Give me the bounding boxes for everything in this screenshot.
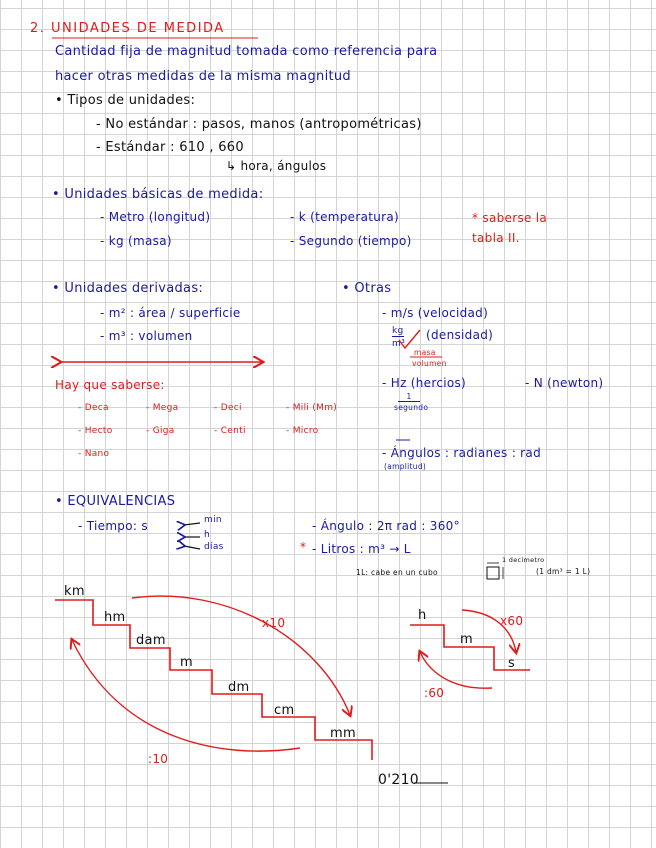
time-step-m: m bbox=[460, 632, 473, 647]
equivalencias-litros: - Litros : m³ → L bbox=[312, 542, 411, 556]
equivalencias-heading: • EQUIVALENCIAS bbox=[55, 494, 176, 509]
metric-staircase bbox=[55, 600, 372, 760]
mult-arrow bbox=[132, 596, 350, 715]
prefijo-deci: - Deci bbox=[214, 403, 242, 413]
tiempo-dias: días bbox=[204, 542, 224, 552]
intro-line-2: hacer otras medidas de la misma magnitud bbox=[55, 69, 351, 84]
time-step-h: h bbox=[418, 608, 427, 623]
prefijo-deca: - Deca bbox=[78, 403, 109, 413]
staircase-mult: x10 bbox=[262, 616, 286, 630]
otras-velocidad: - m/s (velocidad) bbox=[382, 306, 489, 320]
prefijo-nano: - Nano bbox=[78, 449, 110, 459]
tipos-estandar: - Estándar : 610 , 660 bbox=[96, 140, 244, 155]
derivadas-volumen: - m³ : volumen bbox=[100, 329, 193, 343]
prefijo-giga: - Giga bbox=[146, 426, 175, 436]
basicas-heading: • Unidades básicas de medida: bbox=[52, 187, 264, 202]
time-mult: x60 bbox=[500, 614, 524, 628]
tipos-no-estandar: - No estándar : pasos, manos (antropométricas) bbox=[96, 117, 422, 132]
step-hm: hm bbox=[104, 610, 126, 625]
otras-masa: masa bbox=[414, 348, 436, 357]
cube-icon bbox=[487, 567, 499, 579]
basicas-kelvin: - k (temperatura) bbox=[290, 210, 400, 224]
staircase-div: :10 bbox=[148, 752, 169, 766]
equivalencias-tiempo: - Tiempo: s bbox=[78, 519, 148, 533]
otras-hz-num: 1 bbox=[398, 392, 420, 402]
time-step-s: s bbox=[508, 656, 516, 671]
tipos-estandar-note: ↳ hora, ángulos bbox=[226, 159, 327, 173]
prefijo-hecto: - Hecto bbox=[78, 426, 113, 436]
derivadas-heading: • Unidades derivadas: bbox=[52, 281, 204, 296]
prefijo-mega: - Mega bbox=[146, 403, 179, 413]
time-arrow-dias bbox=[184, 546, 200, 549]
tipos-heading: • Tipos de unidades: bbox=[55, 93, 196, 108]
step-cm: cm bbox=[274, 703, 295, 718]
equivalencias-angulo: - Ángulo : 2π rad : 360° bbox=[312, 519, 460, 533]
basicas-kg: - kg (masa) bbox=[100, 234, 172, 248]
intro-line-1: Cantidad fija de magnitud tomada como referencia para bbox=[55, 44, 438, 59]
derivadas-area: - m² : área / superficie bbox=[100, 306, 241, 320]
otras-heading: • Otras bbox=[342, 281, 392, 296]
otras-densidad-num: kg bbox=[392, 326, 404, 336]
otras-densidad-den: m³ bbox=[392, 339, 405, 349]
prefijo-centi: - Centi bbox=[214, 426, 246, 436]
step-dam: dam bbox=[136, 633, 166, 648]
otras-newton: - N (newton) bbox=[525, 376, 604, 390]
cubo-note: 1 decímetro bbox=[502, 556, 545, 564]
basicas-segundo: - Segundo (tiempo) bbox=[290, 234, 412, 248]
staircase-result: 0'210 bbox=[378, 772, 419, 788]
prefijo-mili: - Mili (Mm) bbox=[286, 403, 338, 413]
otras-hz: - Hz (hercios) bbox=[382, 376, 467, 390]
litros-note: 1L: cabe en un cubo bbox=[356, 568, 438, 577]
basicas-metro: - Metro (longitud) bbox=[100, 210, 211, 224]
tiempo-min: min bbox=[204, 515, 222, 525]
step-km: km bbox=[64, 584, 85, 599]
basicas-note: * saberse la tabla II. bbox=[472, 211, 548, 245]
time-div: :60 bbox=[424, 686, 445, 700]
prefijo-micro: - Micro bbox=[286, 426, 319, 436]
tiempo-h: h bbox=[204, 530, 211, 540]
litros-asterisk: * bbox=[300, 540, 307, 554]
otras-angulos: - Ángulos : radianes : rad bbox=[382, 446, 541, 460]
page-title: 2. UNIDADES DE MEDIDA bbox=[30, 21, 225, 36]
time-div-arrow bbox=[420, 652, 492, 688]
prefijos-heading: Hay que saberse: bbox=[55, 378, 165, 392]
otras-hz-den: segundo bbox=[394, 403, 429, 412]
cubo-eq: (1 dm³ = 1 L) bbox=[536, 567, 591, 576]
step-mm: mm bbox=[330, 726, 356, 741]
step-m: m bbox=[180, 655, 193, 670]
otras-volumen: volumen bbox=[412, 359, 447, 368]
otras-angulos-note: (amplitud) bbox=[384, 462, 427, 471]
time-arrow-min bbox=[184, 523, 200, 525]
otras-densidad-label: (densidad) bbox=[426, 328, 494, 342]
step-dm: dm bbox=[228, 680, 250, 695]
